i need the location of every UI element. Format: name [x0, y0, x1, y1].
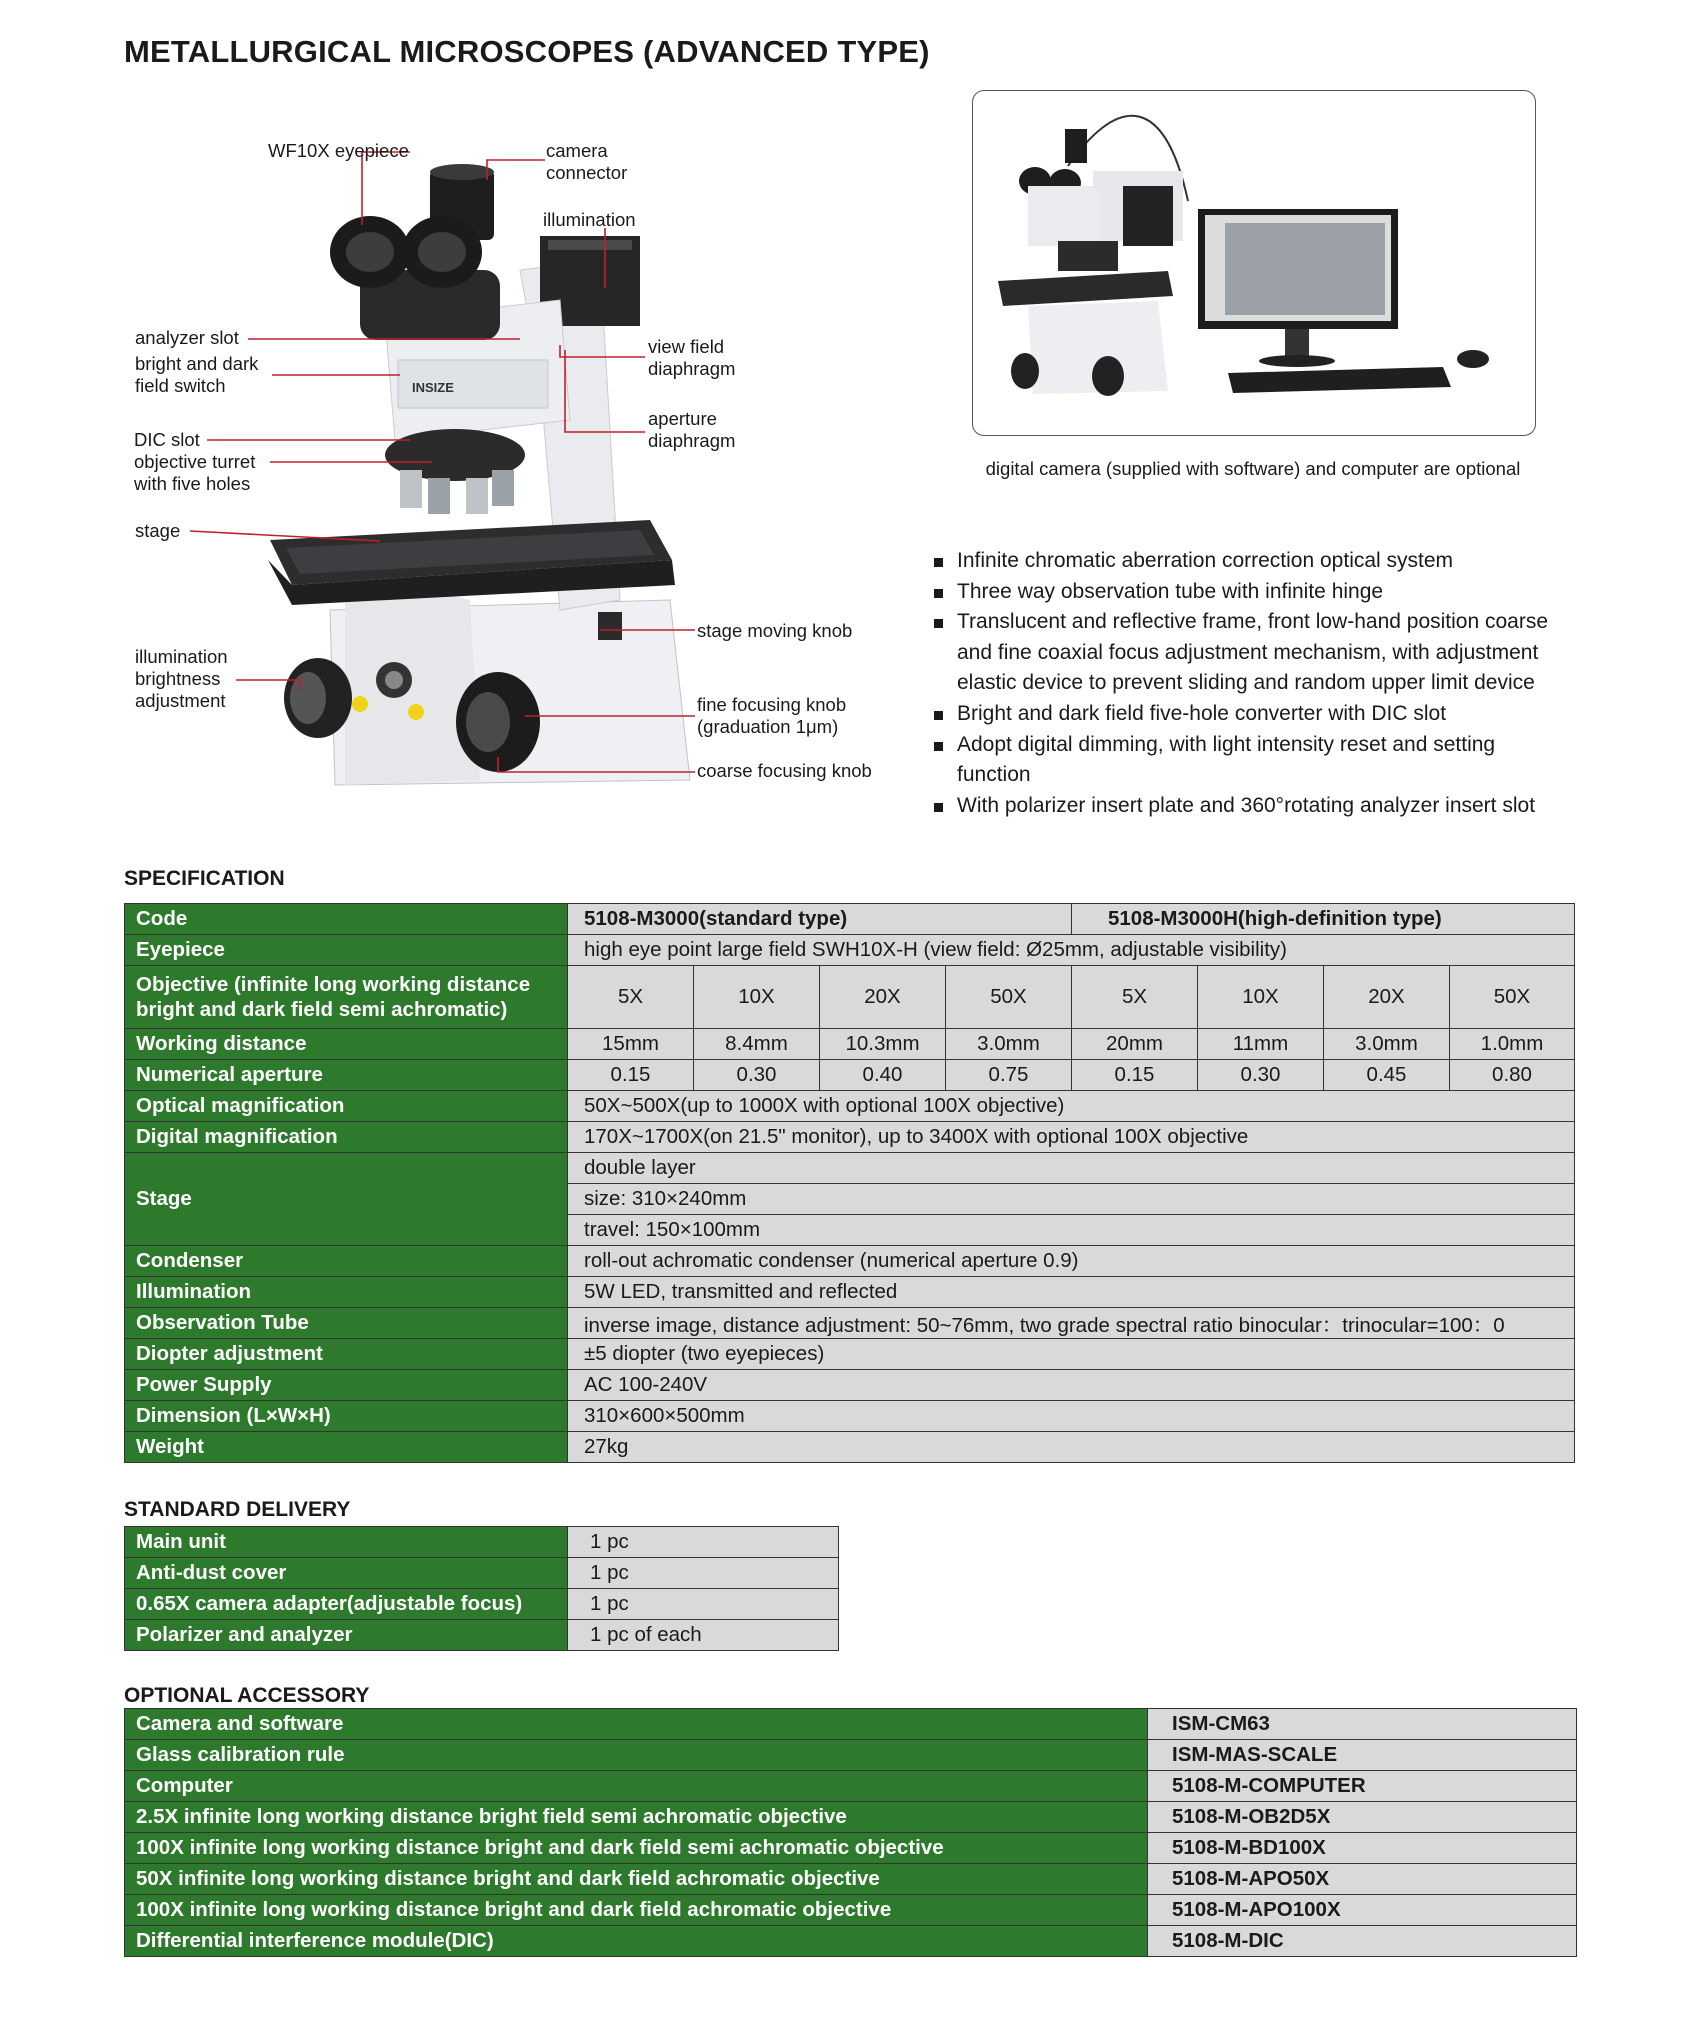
callout-stage: stage [135, 520, 181, 541]
callout-view-field-diaphragm: view field diaphragm [648, 336, 736, 379]
accessory-table [124, 1708, 1577, 1957]
spec-cell: 0.45 [1324, 1060, 1450, 1091]
table-row [125, 1771, 1577, 1802]
feature-item: Infinite chromatic aberration correction optical system [932, 546, 1572, 577]
table-row [125, 1432, 1575, 1463]
accessory-label: 2.5X infinite long working distance bright field semi achromatic objective [125, 1802, 1148, 1833]
feature-item: With polarizer insert plate and 360°rotating analyzer insert slot [932, 791, 1572, 822]
spec-cell: 5X [568, 966, 694, 1029]
spec-label: Digital magnification [125, 1122, 568, 1153]
table-row [125, 1308, 1575, 1339]
spec-code-standard: 5108-M3000(standard type) [568, 904, 1072, 935]
delivery-label: Main unit [125, 1527, 568, 1558]
table-row [125, 904, 1575, 935]
accessory-code: 5108-M-APO100X [1148, 1895, 1577, 1926]
callout-eyepiece: WF10X eyepiece [268, 140, 409, 161]
callout-illumination: illumination [543, 209, 636, 230]
table-row [125, 1833, 1577, 1864]
spec-label: Numerical aperture [125, 1060, 568, 1091]
spec-label: Objective (infinite long working distance bright and dark field semi achromatic) [125, 966, 568, 1029]
spec-cell: 20X [1324, 966, 1450, 1029]
spec-cell: 20mm [1072, 1029, 1198, 1060]
feature-list [932, 546, 1572, 821]
spec-cell: 0.15 [568, 1060, 694, 1091]
spec-label: Code [125, 904, 568, 935]
spec-value: 50X~500X(up to 1000X with optional 100X objective) [568, 1091, 1575, 1122]
page-title: METALLURGICAL MICROSCOPES (ADVANCED TYPE) [124, 34, 930, 69]
table-row [125, 1864, 1577, 1895]
callout-brightness-adjustment: illumination brightness adjustment [135, 646, 228, 711]
spec-label: Optical magnification [125, 1091, 568, 1122]
spec-title: SPECIFICATION [124, 867, 285, 890]
table-row [125, 966, 1575, 1029]
table-row [125, 1060, 1575, 1091]
accessory-code: 5108-M-COMPUTER [1148, 1771, 1577, 1802]
accessory-label: Glass calibration rule [125, 1740, 1148, 1771]
spec-cell: 10X [1198, 966, 1324, 1029]
accessory-label: Computer [125, 1771, 1148, 1802]
callout-dic-slot: DIC slot [134, 429, 200, 450]
table-row [125, 1709, 1577, 1740]
delivery-table [124, 1526, 839, 1651]
spec-cell: 3.0mm [1324, 1029, 1450, 1060]
callout-fine-focusing-knob: fine focusing knob (graduation 1μm) [697, 694, 847, 737]
accessory-code: 5108-M-BD100X [1148, 1833, 1577, 1864]
feature-item: Three way observation tube with infinite hinge [932, 577, 1572, 608]
spec-label: Condenser [125, 1246, 568, 1277]
spec-label: Working distance [125, 1029, 568, 1060]
spec-cell: 8.4mm [694, 1029, 820, 1060]
spec-label: Diopter adjustment [125, 1339, 568, 1370]
delivery-value: 1 pc of each [568, 1620, 839, 1651]
delivery-value: 1 pc [568, 1527, 839, 1558]
spec-label: Observation Tube [125, 1308, 568, 1339]
callout-bright-dark-switch: bright and dark field switch [135, 353, 259, 396]
accessory-code: ISM-CM63 [1148, 1709, 1577, 1740]
accessory-label: 100X infinite long working distance bright and dark field semi achromatic objective [125, 1833, 1148, 1864]
spec-label: Eyepiece [125, 935, 568, 966]
delivery-title: STANDARD DELIVERY [124, 1498, 351, 1521]
spec-label: Weight [125, 1432, 568, 1463]
table-row [125, 1370, 1575, 1401]
table-row [125, 1277, 1575, 1308]
accessory-code: 5108-M-OB2D5X [1148, 1802, 1577, 1833]
accessory-code: 5108-M-APO50X [1148, 1864, 1577, 1895]
callout-stage-moving-knob: stage moving knob [697, 620, 853, 641]
accessory-label: 50X infinite long working distance bright and dark field achromatic objective [125, 1864, 1148, 1895]
spec-value: roll-out achromatic condenser (numerical aperture 0.9) [568, 1246, 1575, 1277]
accessory-label: 100X infinite long working distance bright and dark field achromatic objective [125, 1895, 1148, 1926]
accessory-label: Camera and software [125, 1709, 1148, 1740]
callout-analyzer-slot: analyzer slot [135, 327, 239, 348]
microscope-computer-photo [973, 91, 1535, 435]
setup-photo [972, 90, 1536, 436]
spec-value: high eye point large field SWH10X-H (view field: Ø25mm, adjustable visibility) [568, 935, 1575, 966]
table-row [125, 1401, 1575, 1432]
accessory-label: Differential interference module(DIC) [125, 1926, 1148, 1957]
callout-objective-turret: objective turret with five holes [134, 451, 256, 494]
spec-value: 27kg [568, 1432, 1575, 1463]
delivery-label: Polarizer and analyzer [125, 1620, 568, 1651]
table-row [125, 1740, 1577, 1771]
feature-item: Translucent and reflective frame, front low-hand position coarse and fine coaxial focus adjustment mechanism, with adjustment elastic device to prevent sliding and random upper limit device [932, 607, 1572, 699]
callout-aperture-diaphragm: aperture diaphragm [648, 408, 736, 451]
table-row [125, 1589, 839, 1620]
feature-item: Adopt digital dimming, with light intensity reset and setting function [932, 730, 1572, 791]
spec-cell: 50X [1450, 966, 1575, 1029]
callout-coarse-focusing-knob: coarse focusing knob [697, 760, 872, 781]
spec-cell: 10.3mm [820, 1029, 946, 1060]
table-row [125, 1246, 1575, 1277]
spec-value: AC 100-240V [568, 1370, 1575, 1401]
spec-cell: 3.0mm [946, 1029, 1072, 1060]
table-row [125, 1802, 1577, 1833]
table-row [125, 1339, 1575, 1370]
spec-value: 310×600×500mm [568, 1401, 1575, 1432]
spec-label: Power Supply [125, 1370, 568, 1401]
spec-cell: 0.30 [694, 1060, 820, 1091]
spec-value: size: 310×240mm [568, 1184, 1575, 1215]
table-row [125, 1926, 1577, 1957]
spec-cell: 5X [1072, 966, 1198, 1029]
spec-cell: 11mm [1198, 1029, 1324, 1060]
table-row [125, 1091, 1575, 1122]
accessory-title: OPTIONAL ACCESSORY [124, 1684, 370, 1707]
accessory-code: ISM-MAS-SCALE [1148, 1740, 1577, 1771]
spec-cell: 0.30 [1198, 1060, 1324, 1091]
spec-cell: 10X [694, 966, 820, 1029]
feature-item: Bright and dark field five-hole converter with DIC slot [932, 699, 1572, 730]
delivery-label: 0.65X camera adapter(adjustable focus) [125, 1589, 568, 1620]
spec-cell: 0.15 [1072, 1060, 1198, 1091]
delivery-label: Anti-dust cover [125, 1558, 568, 1589]
photo-caption: digital camera (supplied with software) and computer are optional [985, 458, 1521, 479]
table-row [125, 1527, 839, 1558]
table-row [125, 1153, 1575, 1184]
brand-logo: INSIZE [412, 380, 454, 395]
spec-code-hd: 5108-M3000H(high-definition type) [1072, 904, 1575, 935]
table-row [125, 1620, 839, 1651]
spec-value: inverse image, distance adjustment: 50~76mm, two grade spectral ratio binocular：trinocular=100：0 [568, 1308, 1575, 1339]
table-row [125, 1122, 1575, 1153]
spec-label: Dimension (L×W×H) [125, 1401, 568, 1432]
spec-cell: 20X [820, 966, 946, 1029]
spec-cell: 0.40 [820, 1060, 946, 1091]
table-row [125, 935, 1575, 966]
spec-value: travel: 150×100mm [568, 1215, 1575, 1246]
spec-cell: 1.0mm [1450, 1029, 1575, 1060]
spec-value: double layer [568, 1153, 1575, 1184]
spec-value: ±5 diopter (two eyepieces) [568, 1339, 1575, 1370]
spec-cell: 0.80 [1450, 1060, 1575, 1091]
spec-cell: 15mm [568, 1029, 694, 1060]
accessory-code: 5108-M-DIC [1148, 1926, 1577, 1957]
table-row [125, 1558, 839, 1589]
delivery-value: 1 pc [568, 1589, 839, 1620]
callout-camera-connector: camera connector [546, 140, 628, 183]
spec-value: 170X~1700X(on 21.5" monitor), up to 3400X with optional 100X objective [568, 1122, 1575, 1153]
spec-cell: 50X [946, 966, 1072, 1029]
spec-cell: 0.75 [946, 1060, 1072, 1091]
spec-table [124, 903, 1575, 1463]
spec-value: 5W LED, transmitted and reflected [568, 1277, 1575, 1308]
spec-label: Stage [125, 1153, 568, 1246]
table-row [125, 1029, 1575, 1060]
delivery-value: 1 pc [568, 1558, 839, 1589]
table-row [125, 1895, 1577, 1926]
spec-label: Illumination [125, 1277, 568, 1308]
